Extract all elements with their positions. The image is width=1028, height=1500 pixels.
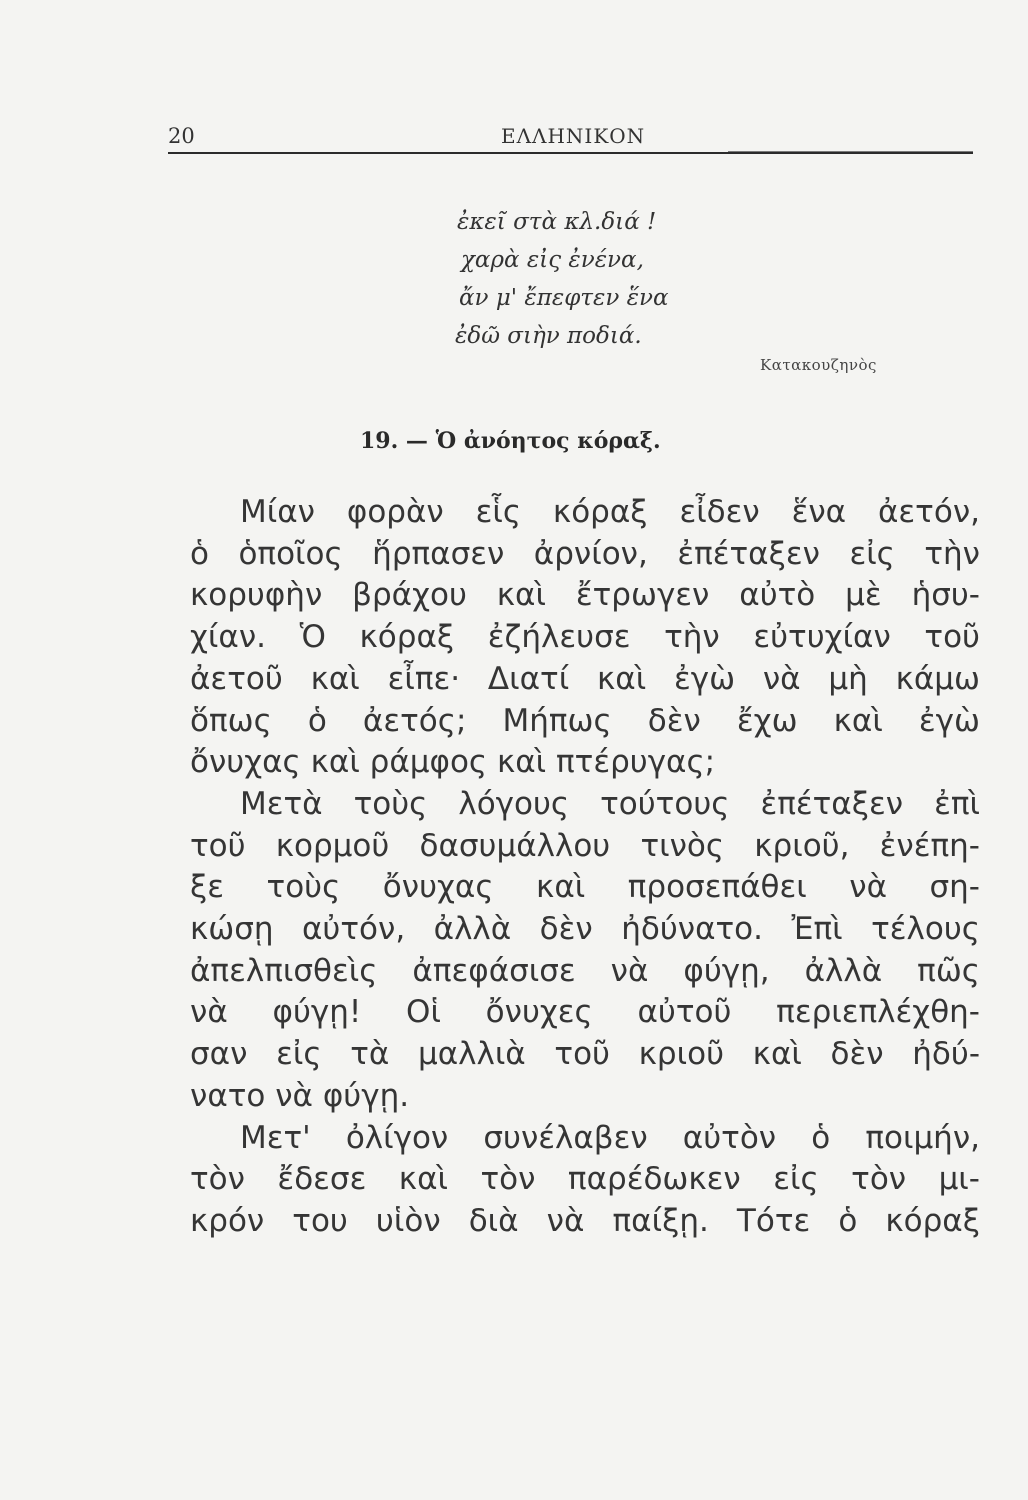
text-line: ὄνυχας καὶ ράμφος καὶ πτέρυγας; [190,744,716,781]
text-line: σαν εἰς τὰ μαλλιὰ τοῦ κριοῦ καὶ δὲν ἠδύ- [190,1036,980,1073]
page-header [168,124,973,164]
text-line: ὅπως ὁ ἀετός; Μήπως δὲν ἔχω καὶ ἐγὼ [190,702,980,739]
poem-excerpt [455,203,669,355]
text-line: νὰ φύγῃ! Οἱ ὄνυχες αὐτοῦ περιεπλέχθη- [190,994,980,1031]
text-line: Μίαν φορὰν εἷς κόραξ εἶδεν ἕνα ἀετόν, [240,494,980,530]
text-line: κώσῃ αὐτόν, ἀλλὰ δὲν ἠδύνατο. Ἐπὶ τέλους [190,911,980,948]
poem-line: ἐκεῖ στὰ κλ.διά ! [457,209,657,235]
poem-line: ἐδῶ σιὴν ποδιά. [455,323,642,349]
text-line: ὁ ὁποῖος ἥρπασεν ἀρνίον, ἐπέταξεν εἰς τὴν [190,535,980,572]
body-text [190,492,980,1243]
text-line: Μετ' ὀλίγον συνέλαβεν αὐτὸν ὁ ποιμήν, [240,1119,980,1156]
text-line: χίαν. Ὁ κόραξ ἐζήλευσε τὴν εὐτυχίαν τοῦ [190,619,980,656]
text-line: ἀετοῦ καὶ εἶπε· Διατί καὶ ἐγὼ νὰ μὴ κάμω [190,660,980,697]
section-title: 19. — Ὁ ἀνόητος κόραξ. [360,428,661,454]
text-line: κρόν του υἱὸν διὰ νὰ παίξῃ. Τότε ὁ κόραξ [190,1202,980,1239]
text-line: ξε τοὺς ὄνυχας καὶ προσεπάθει νὰ ση- [190,869,980,906]
text-line: ἀπελπισθεὶς ἀπεφάσισε νὰ φύγῃ, ἀλλὰ πῶς [190,952,980,989]
text-line: τὸν ἔδεσε καὶ τὸν παρέδωκεν εἰς τὸν μι- [190,1161,980,1198]
text-line: Μετὰ τοὺς λόγους τούτους ἐπέταξεν ἐπὶ [240,785,980,822]
header-rule [168,152,973,154]
poem-line: ἄν μ' ἔπεφτεν ἕνα [459,285,669,311]
text-line: κορυφὴν βράχου καὶ ἔτρωγεν αὐτὸ μὲ ἡσυ- [190,577,980,614]
poem-line: χαρὰ εἰς ἐνένα, [461,247,644,273]
poem-author: Κατακουζηνὸς [760,356,877,374]
text-line: τοῦ κορμοῦ δασυμάλλου τινὸς κριοῦ, ἐνέπη- [190,827,980,864]
text-line: νατο νὰ φύγῃ. [190,1077,410,1114]
header-rule-extension [728,151,973,152]
running-title: ΕΛΛΗΝΙΚΟΝ [501,124,646,148]
page-number: 20 [168,124,195,148]
